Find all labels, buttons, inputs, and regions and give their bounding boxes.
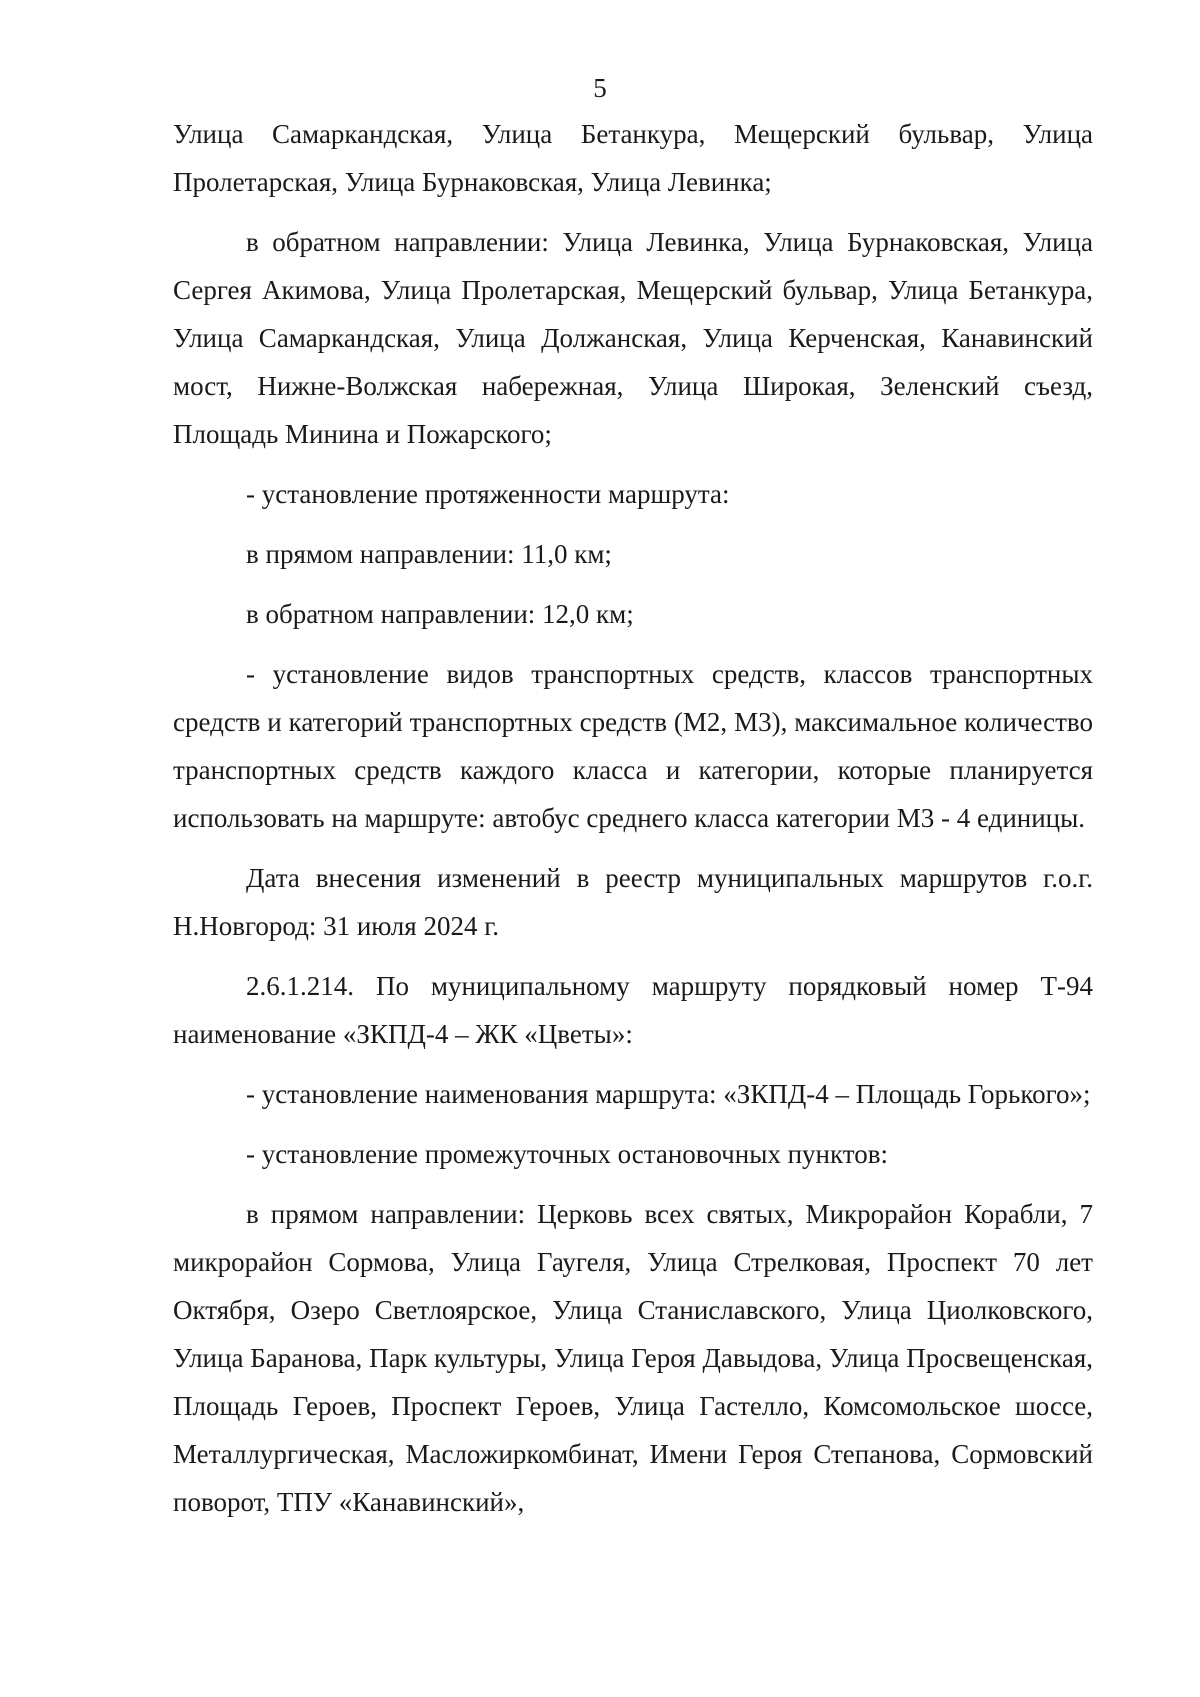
- paragraph-stops-heading: - установление промежуточных остановочных пунктов:: [246, 1139, 888, 1169]
- document-body: [173, 110, 1093, 1526]
- paragraph-route-length-heading: - установление протяженности маршрута:: [246, 479, 730, 509]
- paragraph-stops-forward: в прямом направлении: Церковь всех святых, Микрорайон Корабли, 7 микрорайон Сормова, Улица Гаугеля, Улица Стрелковая, Проспект 70 лет Октября, Озеро Светлоярское, Улица Станиславского, Улица Циолковского, Улица Баранова, Парк культуры, Улица Героя Давыдова, Улица Просвещенская, Площадь Героев, Проспект Героев, Улица Гастелло, Комсомольское шоссе, Металлургическая, Масложиркомбинат, Имени Героя Степанова, Сормовский поворот, ТПУ «Канавинский»,: [173, 1199, 1093, 1517]
- paragraph-route-t94-heading: 2.6.1.214. По муниципальному маршруту порядковый номер Т-94 наименование «ЗКПД-4 – ЖК «Цветы»:: [173, 971, 1093, 1049]
- page-number: 5: [593, 73, 607, 103]
- paragraph-route-reverse: в обратном направлении: Улица Левинка, Улица Бурнаковская, Улица Сергея Акимова, Улица Пролетарская, Мещерский бульвар, Улица Бетанкура, Улица Самаркандская, Улица Должанская, Улица Керченская, Канавинский мост, Нижне-Волжская набережная, Улица Широкая, Зеленский съезд, Площадь Минина и Пожарского;: [173, 227, 1093, 449]
- paragraph-route-forward-continued: Улица Самаркандская, Улица Бетанкура, Мещерский бульвар, Улица Пролетарская, Улица Бурнаковская, Улица Левинка;: [173, 119, 1093, 197]
- paragraph-vehicle-types: - установление видов транспортных средств, классов транспортных средств и категорий транспортных средств (М2, М3), максимальное количество транспортных средств каждого класса и категории, которые планируется использовать на маршруте: автобус среднего класса категории М3 - 4 единицы.: [173, 659, 1093, 833]
- paragraph-route-name: - установление наименования маршрута: «ЗКПД-4 – Площадь Горького»;: [246, 1079, 1091, 1109]
- paragraph-registry-date: Дата внесения изменений в реестр муниципальных маршрутов г.о.г. Н.Новгород: 31 июля 2024 г.: [173, 863, 1093, 941]
- paragraph-length-reverse: в обратном направлении: 12,0 км;: [246, 599, 634, 629]
- paragraph-length-forward: в прямом направлении: 11,0 км;: [246, 539, 612, 569]
